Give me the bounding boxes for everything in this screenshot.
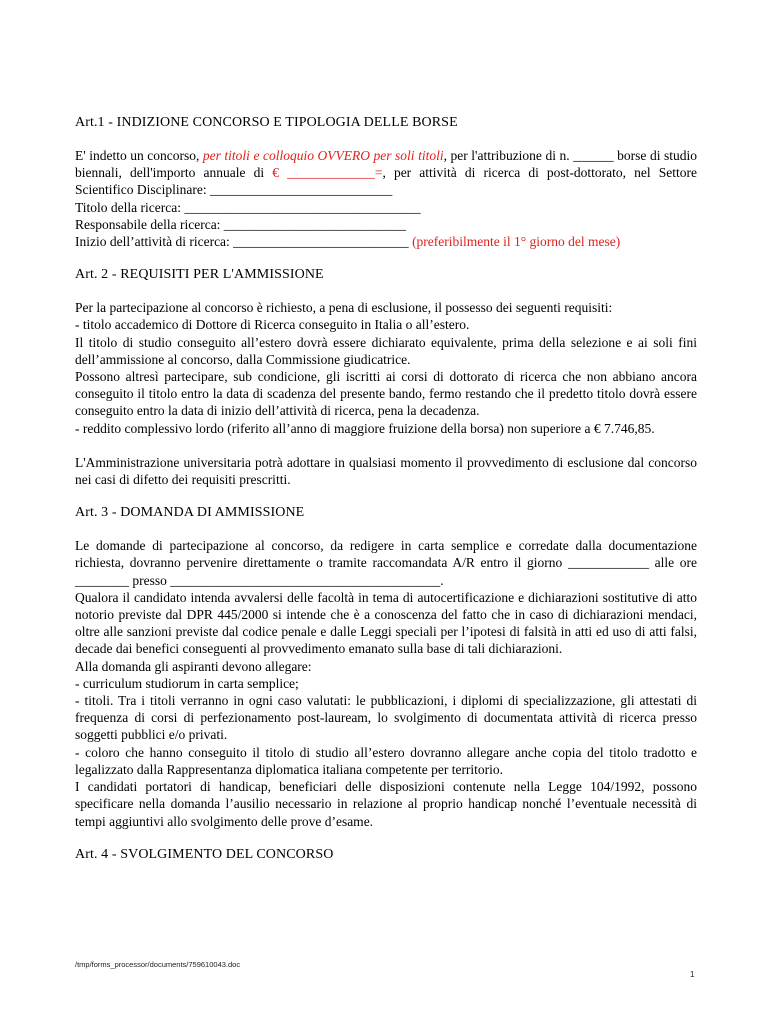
art3-paragraph-1: Le domande di partecipazione al concorso, da redigere in carta semplice e corredate dalla documentazione richiesta, dovranno pervenire direttamente o tramite raccomandata A/R entro il giorno ____________ alle ore ________ presso ________________________________________. [75,538,697,588]
art1-responsabile: Responsabile della ricerca: ___________________________ [75,216,407,232]
art2-heading: Art. 2 - REQUISITI PER L'AMMISSIONE [75,267,324,283]
art1-inizio [75,233,697,250]
art1-text-c: , per attività di ricerca di post-dottorato, nel Settore Scientifico Disciplinare: ___________________________ [75,165,697,198]
document-body [75,114,697,879]
art3-paragraph-2: Qualora il candidato intenda avvalersi delle facoltà in tema di autocertificazione e dichiarazioni sostitutive di atto notorio previste dal DPR 445/2000 si intende che è a conoscenza del fatto che in caso di dichiarazioni mendaci, oltre alle sanzioni previste dal codice penale e dalle Leggi speciali per l’ipotesi di falsità in atti ed uso di atti falsi, decade dai benefici conseguenti al provvedimento emanato sulla base di tali dichiarazioni. [75,589,697,657]
art1-text-a: E' indetto un concorso, [75,148,203,163]
art1-titolo: Titolo della ricerca: ___________________________________ [75,199,421,215]
art2-paragraph-4: Possono altresì partecipare, sub condicione, gli iscritti ai corsi di dottorato di ricerca che non abbiano ancora conseguito il titolo entro la data di scadenza del presente bando, fermo restando che il predetto titolo dovrà essere conseguito entro la data di inizio dell’attività di ricerca, pena la decadenza. [75,369,697,419]
art1-red-amount: € _____________= [272,165,383,181]
art1-inizio-note: (preferibilmente il 1° giorno del mese) [412,234,621,250]
art1-heading: Art.1 - INDIZIONE CONCORSO E TIPOLOGIA DELLE BORSE [75,115,458,130]
art4-heading: Art. 4 - SVOLGIMENTO DEL CONCORSO [75,846,334,862]
art1-text-b: , per l'attribuzione di n. ______ borse di studio biennali, dell'importo annuale di [75,148,697,181]
art1-inizio-text: Inizio dell’attività di ricerca: __________________________ [75,234,413,250]
art3-paragraph-6: - coloro che hanno conseguito il titolo di studio all’estero dovranno allegare anche copia del titolo tradotto e legalizzato dalla Rappresentanza diplomatica italiana competente per territorio. [75,744,697,777]
art1-paragraph [75,147,697,199]
art3-heading: Art. 3 - DOMANDA DI AMMISSIONE [75,505,305,521]
art3-paragraph-5: - titoli. Tra i titoli verranno in ogni caso valutati: le pubblicazioni, i diplomi di specializzazione, gli attestati di frequenza di corsi di perfezionamento post-lauream, lo svolgimento di documentata attività di ricerca presso soggetti pubblici e/o privati. [75,693,697,743]
art2-paragraph-6: L'Amministrazione universitaria potrà adottare in qualsiasi momento il provvedimento di esclusione dal concorso nei casi di difetto dei requisiti prescritti. [75,454,697,488]
art2-paragraph-5: - reddito complessivo lordo (riferito all’anno di maggiore fruizione della borsa) non superiore a € 7.746,85. [75,420,655,436]
art2-paragraph-2: - titolo accademico di Dottore di Ricerca conseguito in Italia o all’estero. [75,317,470,333]
page-number: 1 [690,970,695,979]
art2-paragraph-1: Per la partecipazione al concorso è richiesto, a pena di esclusione, il possesso dei seguenti requisiti: [75,300,613,316]
art3-paragraph-7: I candidati portatori di handicap, beneficiari delle disposizioni contenute nella Legge 104/1992, possono specificare nella domanda l’ausilio necessario in relazione al proprio handicap nonché l’eventuale necessità di tempi aggiuntivi allo svolgimento delle prove d’esame. [75,779,697,829]
art3-paragraph-4: - curriculum studiorum in carta semplice; [75,675,299,691]
footer-file-path: /tmp/forms_processor/documents/759610043.doc [75,960,241,969]
art3-paragraph-3: Alla domanda gli aspiranti devono allegare: [75,658,312,674]
art1-red-options: per titoli e colloquio OVVERO per soli titoli [202,148,444,163]
art2-paragraph-3: Il titolo di studio conseguito all’estero dovrà essere dichiarato equivalente, prima della selezione e ai soli fini dell’ammissione al concorso, dalla Commissione giudicatrice. [75,334,697,367]
